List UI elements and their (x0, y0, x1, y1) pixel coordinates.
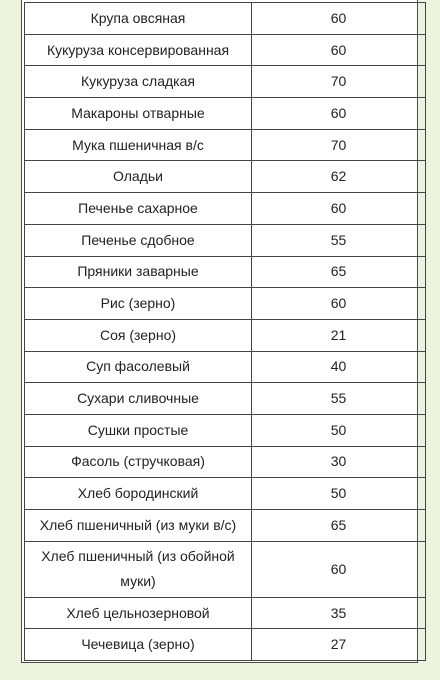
glycemic-index-cell: 50 (252, 414, 426, 446)
product-name-cell: Соя (зерно) (25, 319, 252, 351)
table-row (25, 34, 426, 66)
product-name-cell: Хлеб бородинский (25, 478, 252, 510)
table-row (25, 3, 426, 35)
glycemic-index-cell: 60 (252, 3, 426, 35)
table-row (25, 541, 426, 597)
glycemic-index-cell: 70 (252, 129, 426, 161)
table-row (25, 288, 426, 320)
table-row (25, 597, 426, 629)
table-row (25, 629, 426, 661)
glycemic-index-cell: 60 (252, 193, 426, 225)
product-name-cell: Печенье сахарное (25, 193, 252, 225)
table-row (25, 351, 426, 383)
glycemic-index-cell: 55 (252, 383, 426, 415)
product-name-cell: Оладьи (25, 161, 252, 193)
glycemic-index-cell: 65 (252, 510, 426, 542)
table-body (25, 3, 426, 661)
table-row (25, 224, 426, 256)
table-row (25, 193, 426, 225)
glycemic-index-cell: 60 (252, 541, 426, 597)
glycemic-index-cell: 60 (252, 98, 426, 130)
product-name-cell: Рис (зерно) (25, 288, 252, 320)
table-row (25, 446, 426, 478)
product-name-cell: Кукуруза сладкая (25, 66, 252, 98)
product-name-cell: Сушки простые (25, 414, 252, 446)
product-name-cell: Суп фасолевый (25, 351, 252, 383)
product-name-cell: Сухари сливочные (25, 383, 252, 415)
glycemic-index-cell: 70 (252, 66, 426, 98)
table-row (25, 383, 426, 415)
product-name-cell: Хлеб пшеничный (из муки в/с) (25, 510, 252, 542)
product-name-cell: Крупа овсяная (25, 3, 252, 35)
table-row (25, 66, 426, 98)
glycemic-index-cell: 50 (252, 478, 426, 510)
table-row (25, 161, 426, 193)
table-row (25, 319, 426, 351)
product-name-cell: Фасоль (стручковая) (25, 446, 252, 478)
product-name-cell: Пряники заварные (25, 256, 252, 288)
glycemic-index-cell: 21 (252, 319, 426, 351)
table-row (25, 510, 426, 542)
glycemic-index-cell: 62 (252, 161, 426, 193)
table-row (25, 98, 426, 130)
glycemic-index-cell: 30 (252, 446, 426, 478)
product-name-cell: Печенье сдобное (25, 224, 252, 256)
product-name-cell: Мука пшеничная в/с (25, 129, 252, 161)
glycemic-index-cell: 60 (252, 34, 426, 66)
table-row (25, 414, 426, 446)
product-name-cell: Макароны отварные (25, 98, 252, 130)
product-name-cell: Кукуруза консервированная (25, 34, 252, 66)
product-name-cell: Чечевица (зерно) (25, 629, 252, 661)
glycemic-index-cell: 35 (252, 597, 426, 629)
glycemic-index-table (24, 2, 426, 661)
table-row (25, 256, 426, 288)
table-row (25, 129, 426, 161)
product-name-cell: Хлеб цельнозерновой (25, 597, 252, 629)
glycemic-index-cell: 27 (252, 629, 426, 661)
glycemic-index-cell: 40 (252, 351, 426, 383)
table-row (25, 478, 426, 510)
product-name-cell: Хлеб пшеничный (из обойной муки) (25, 541, 252, 597)
glycemic-index-cell: 60 (252, 288, 426, 320)
glycemic-index-cell: 65 (252, 256, 426, 288)
glycemic-index-cell: 55 (252, 224, 426, 256)
